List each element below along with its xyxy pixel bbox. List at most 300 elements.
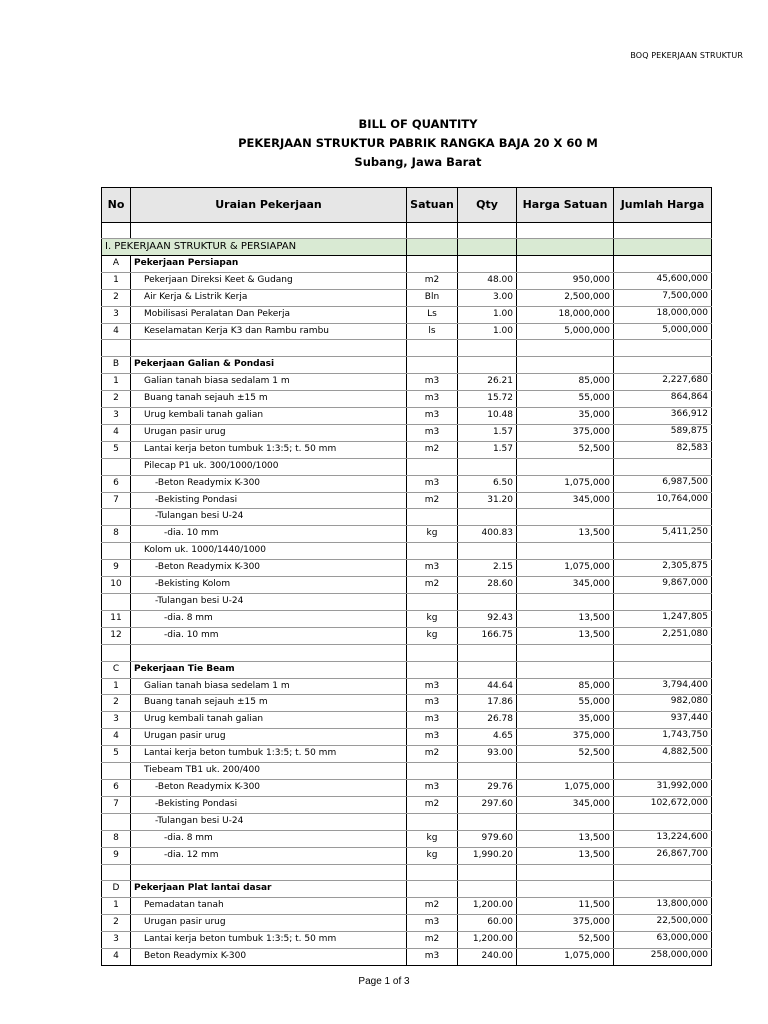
item-qty: 15.72 (458, 391, 517, 408)
blank-cell (614, 255, 712, 272)
item-unit-price: 35,000 (517, 408, 614, 425)
table-row (102, 526, 712, 543)
item-unit-price: 1,075,000 (517, 949, 614, 966)
item-no: 1 (102, 678, 131, 695)
item-unit-price: 35,000 (517, 712, 614, 729)
item-no: 8 (102, 526, 131, 543)
item-total-price: 18,000,000 (614, 306, 712, 323)
item-description: Buang tanah sejauh ±15 m (131, 391, 407, 408)
item-description: -Beton Readymix K-300 (131, 779, 407, 796)
item-total-price: 5,000,000 (614, 323, 712, 340)
blank-cell (517, 255, 614, 272)
table-row (102, 272, 712, 289)
group-header-row (102, 255, 712, 272)
item-total-price: 589,875 (614, 424, 712, 441)
item-unit-price: 18,000,000 (517, 306, 614, 323)
item-description: Mobilisasi Peralatan Dan Pekerja (131, 306, 407, 323)
item-qty: 2.15 (458, 560, 517, 577)
document-title: BILL OF QUANTITY (358, 117, 478, 131)
item-total-price: 3,794,400 (614, 678, 712, 695)
item-description: -dia. 10 mm (131, 526, 407, 543)
item-total-price: 82,583 (614, 441, 712, 458)
item-description: -Bekisting Pondasi (131, 796, 407, 813)
item-qty: 26.21 (458, 374, 517, 391)
item-total-price: 10,764,000 (614, 492, 712, 509)
item-unit-price: 345,000 (517, 577, 614, 594)
table-row (102, 729, 712, 746)
table-row (102, 678, 712, 695)
item-total-price: 31,992,000 (614, 779, 712, 796)
item-no: 7 (102, 492, 131, 509)
item-unit-price: 52,500 (517, 441, 614, 458)
item-qty: 1.57 (458, 424, 517, 441)
item-description: -Bekisting Pondasi (131, 492, 407, 509)
item-total-price (614, 594, 712, 611)
item-unit: m2 (407, 932, 458, 949)
item-qty: 400.83 (458, 526, 517, 543)
item-no: 4 (102, 729, 131, 746)
item-no: 2 (102, 915, 131, 932)
item-qty: 93.00 (458, 746, 517, 763)
item-total-price: 9,867,000 (614, 577, 712, 594)
table-row (102, 830, 712, 847)
item-description: Urugan pasir urug (131, 424, 407, 441)
blank-row (102, 340, 712, 357)
item-total-price: 4,882,500 (614, 746, 712, 763)
item-description: Lantai kerja beton tumbuk 1:3:5; t. 50 mm (131, 746, 407, 763)
item-total-price (614, 509, 712, 526)
item-unit: m3 (407, 779, 458, 796)
item-no: 5 (102, 746, 131, 763)
item-total-price: 102,672,000 (614, 796, 712, 813)
blank-cell (458, 255, 517, 272)
table-row (102, 543, 712, 560)
item-unit-price: 5,000,000 (517, 323, 614, 340)
table-row (102, 509, 712, 526)
item-unit-price: 85,000 (517, 678, 614, 695)
blank-cell (102, 340, 131, 357)
item-qty: 166.75 (458, 627, 517, 644)
document-title-block (0, 115, 768, 172)
item-no: 12 (102, 627, 131, 644)
item-description: -Tulangan besi U-24 (131, 509, 407, 526)
item-qty: 3.00 (458, 289, 517, 306)
item-no (102, 509, 131, 526)
item-description: Urugan pasir urug (131, 915, 407, 932)
blank-cell (407, 864, 458, 881)
item-no: 9 (102, 847, 131, 864)
group-code: B (102, 357, 131, 374)
item-unit-price: 1,075,000 (517, 779, 614, 796)
item-qty: 1,200.00 (458, 898, 517, 915)
item-description: -Bekisting Kolom (131, 577, 407, 594)
item-unit: m3 (407, 729, 458, 746)
column-header-no: No (102, 188, 131, 223)
item-unit: m3 (407, 408, 458, 425)
item-qty: 31.20 (458, 492, 517, 509)
item-description: -Tulangan besi U-24 (131, 594, 407, 611)
item-unit-price (517, 543, 614, 560)
blank-cell (517, 661, 614, 678)
item-qty: 17.86 (458, 695, 517, 712)
table-body (102, 223, 712, 966)
item-total-price: 13,800,000 (614, 898, 712, 915)
item-unit-price: 13,500 (517, 627, 614, 644)
column-header-qty: Qty (458, 188, 517, 223)
item-total-price: 7,500,000 (614, 289, 712, 306)
table-row (102, 441, 712, 458)
item-total-price (614, 763, 712, 780)
group-title: Pekerjaan Persiapan (131, 255, 407, 272)
item-total-price: 864,864 (614, 391, 712, 408)
blank-cell (614, 661, 712, 678)
item-unit-price: 52,500 (517, 746, 614, 763)
column-header-harga-satuan: Harga Satuan (517, 188, 614, 223)
item-qty (458, 458, 517, 475)
item-unit: m3 (407, 424, 458, 441)
blank-cell (407, 340, 458, 357)
item-description: -Tulangan besi U-24 (131, 813, 407, 830)
item-description: Lantai kerja beton tumbuk 1:3:5; t. 50 mm (131, 932, 407, 949)
item-unit: Ls (407, 306, 458, 323)
item-no: 2 (102, 695, 131, 712)
item-qty: 6.50 (458, 475, 517, 492)
blank-cell (517, 881, 614, 898)
item-unit (407, 458, 458, 475)
table-row (102, 610, 712, 627)
item-no: 2 (102, 289, 131, 306)
item-description: Galian tanah biasa sedalam 1 m (131, 374, 407, 391)
item-qty: 29.76 (458, 779, 517, 796)
blank-cell (131, 644, 407, 661)
table-row (102, 560, 712, 577)
item-unit-price (517, 458, 614, 475)
item-unit: m2 (407, 272, 458, 289)
item-unit-price: 13,500 (517, 847, 614, 864)
item-unit: m3 (407, 695, 458, 712)
blank-cell (458, 661, 517, 678)
item-unit-price: 375,000 (517, 729, 614, 746)
blank-cell (614, 357, 712, 374)
item-total-price: 45,600,000 (614, 272, 712, 289)
table-row (102, 779, 712, 796)
table-row (102, 391, 712, 408)
item-qty: 240.00 (458, 949, 517, 966)
item-unit-price (517, 594, 614, 611)
item-unit: m3 (407, 949, 458, 966)
item-no: 3 (102, 712, 131, 729)
item-unit-price: 13,500 (517, 526, 614, 543)
blank-cell (458, 340, 517, 357)
item-total-price: 2,227,680 (614, 374, 712, 391)
item-description: Pekerjaan Direksi Keet & Gudang (131, 272, 407, 289)
item-description: Urug kembali tanah galian (131, 712, 407, 729)
item-unit-price: 2,500,000 (517, 289, 614, 306)
item-total-price: 22,500,000 (614, 915, 712, 932)
group-title: Pekerjaan Galian & Pondasi (131, 357, 407, 374)
item-unit: kg (407, 830, 458, 847)
item-description: Keselamatan Kerja K3 dan Rambu rambu (131, 323, 407, 340)
item-qty (458, 543, 517, 560)
item-total-price: 13,224,600 (614, 830, 712, 847)
table-row (102, 424, 712, 441)
item-unit: m3 (407, 678, 458, 695)
item-unit: m2 (407, 796, 458, 813)
item-total-price: 982,080 (614, 695, 712, 712)
item-no: 1 (102, 374, 131, 391)
item-unit-price: 375,000 (517, 424, 614, 441)
item-qty (458, 509, 517, 526)
spacer-row (102, 223, 712, 239)
item-qty: 92.43 (458, 610, 517, 627)
item-unit-price: 1,075,000 (517, 560, 614, 577)
table-row (102, 475, 712, 492)
table-row (102, 323, 712, 340)
column-header-uraian: Uraian Pekerjaan (131, 188, 407, 223)
item-unit-price: 1,075,000 (517, 475, 614, 492)
table-row (102, 627, 712, 644)
group-header-row (102, 881, 712, 898)
table-row (102, 915, 712, 932)
item-unit: kg (407, 610, 458, 627)
item-total-price: 366,912 (614, 408, 712, 425)
item-unit-price: 950,000 (517, 272, 614, 289)
table-row (102, 712, 712, 729)
item-unit: m2 (407, 441, 458, 458)
item-qty (458, 813, 517, 830)
blank-cell (131, 340, 407, 357)
blank-cell (458, 881, 517, 898)
item-unit: kg (407, 627, 458, 644)
item-unit-price (517, 763, 614, 780)
item-qty: 60.00 (458, 915, 517, 932)
document-subtitle: PEKERJAAN STRUKTUR PABRIK RANGKA BAJA 20 X 60 M (238, 136, 598, 150)
table-row (102, 458, 712, 475)
table-header-row (102, 188, 712, 223)
item-total-price: 1,247,805 (614, 610, 712, 627)
group-code: A (102, 255, 131, 272)
table-row (102, 577, 712, 594)
section-title: I. PEKERJAAN STRUKTUR & PERSIAPAN (102, 239, 407, 256)
item-unit-price: 55,000 (517, 391, 614, 408)
item-total-price: 2,305,875 (614, 560, 712, 577)
item-total-price: 26,867,700 (614, 847, 712, 864)
table-row (102, 932, 712, 949)
blank-cell (614, 864, 712, 881)
item-unit: m2 (407, 746, 458, 763)
item-unit: m3 (407, 712, 458, 729)
item-no: 8 (102, 830, 131, 847)
item-unit-price: 13,500 (517, 610, 614, 627)
item-total-price: 5,411,250 (614, 526, 712, 543)
blank-cell (407, 661, 458, 678)
item-unit-price: 11,500 (517, 898, 614, 915)
item-no: 4 (102, 424, 131, 441)
item-description: Lantai kerja beton tumbuk 1:3:5; t. 50 mm (131, 441, 407, 458)
blank-cell (102, 644, 131, 661)
item-no: 5 (102, 441, 131, 458)
section-row (102, 239, 712, 256)
group-code: D (102, 881, 131, 898)
blank-cell (458, 357, 517, 374)
item-no: 1 (102, 898, 131, 915)
item-total-price: 1,743,750 (614, 729, 712, 746)
item-unit: m2 (407, 898, 458, 915)
column-header-satuan: Satuan (407, 188, 458, 223)
item-total-price (614, 813, 712, 830)
item-description: Pemadatan tanah (131, 898, 407, 915)
blank-cell (407, 357, 458, 374)
item-total-price: 937,440 (614, 712, 712, 729)
item-qty: 297.60 (458, 796, 517, 813)
item-unit: m2 (407, 492, 458, 509)
item-qty: 1,990.20 (458, 847, 517, 864)
item-unit: ls (407, 323, 458, 340)
item-unit (407, 763, 458, 780)
item-description: Air Kerja & Listrik Kerja (131, 289, 407, 306)
item-qty: 1.00 (458, 306, 517, 323)
blank-row (102, 644, 712, 661)
blank-cell (458, 864, 517, 881)
table-row (102, 763, 712, 780)
item-no: 6 (102, 779, 131, 796)
item-qty: 26.78 (458, 712, 517, 729)
item-qty: 1,200.00 (458, 932, 517, 949)
item-no (102, 458, 131, 475)
table-row (102, 492, 712, 509)
item-qty: 1.57 (458, 441, 517, 458)
item-no: 3 (102, 932, 131, 949)
item-unit-price: 13,500 (517, 830, 614, 847)
blank-cell (614, 644, 712, 661)
item-qty (458, 763, 517, 780)
group-header-row (102, 357, 712, 374)
item-unit (407, 509, 458, 526)
group-header-row (102, 661, 712, 678)
group-title: Pekerjaan Plat lantai dasar (131, 881, 407, 898)
blank-cell (407, 644, 458, 661)
item-description: Urug kembali tanah galian (131, 408, 407, 425)
item-qty: 48.00 (458, 272, 517, 289)
blank-cell (517, 340, 614, 357)
item-unit-price: 345,000 (517, 492, 614, 509)
item-unit: m3 (407, 391, 458, 408)
item-description: -dia. 10 mm (131, 627, 407, 644)
document-location: Subang, Jawa Barat (354, 155, 482, 169)
item-total-price (614, 543, 712, 560)
table-row (102, 746, 712, 763)
item-unit: m2 (407, 577, 458, 594)
item-description: Galian tanah biasa sedelam 1 m (131, 678, 407, 695)
item-qty: 979.60 (458, 830, 517, 847)
item-qty: 28.60 (458, 577, 517, 594)
table-row (102, 796, 712, 813)
item-total-price: 258,000,000 (614, 949, 712, 966)
item-no: 7 (102, 796, 131, 813)
blank-cell (517, 644, 614, 661)
item-description: -dia. 12 mm (131, 847, 407, 864)
table-row (102, 813, 712, 830)
item-no: 3 (102, 408, 131, 425)
item-description: Tiebeam TB1 uk. 200/400 (131, 763, 407, 780)
item-description: -Beton Readymix K-300 (131, 475, 407, 492)
item-no (102, 763, 131, 780)
item-qty (458, 594, 517, 611)
boq-table (101, 187, 712, 966)
item-description: Pilecap P1 uk. 300/1000/1000 (131, 458, 407, 475)
item-no (102, 594, 131, 611)
column-header-jumlah-harga: Jumlah Harga (614, 188, 712, 223)
item-no: 9 (102, 560, 131, 577)
blank-cell (614, 340, 712, 357)
item-no (102, 813, 131, 830)
item-description: Buang tanah sejauh ±15 m (131, 695, 407, 712)
item-description: Kolom uk. 1000/1440/1000 (131, 543, 407, 560)
item-no: 11 (102, 610, 131, 627)
item-description: -Beton Readymix K-300 (131, 560, 407, 577)
item-description: Urugan pasir urug (131, 729, 407, 746)
item-total-price: 6,987,500 (614, 475, 712, 492)
item-qty: 44.64 (458, 678, 517, 695)
table-row (102, 695, 712, 712)
table-row (102, 594, 712, 611)
table-row (102, 289, 712, 306)
item-unit-price: 52,500 (517, 932, 614, 949)
blank-cell (407, 255, 458, 272)
item-total-price (614, 458, 712, 475)
table-row (102, 949, 712, 966)
item-no (102, 543, 131, 560)
item-qty: 10.48 (458, 408, 517, 425)
item-unit-price: 55,000 (517, 695, 614, 712)
item-description: Beton Readymix K-300 (131, 949, 407, 966)
item-unit-price: 345,000 (517, 796, 614, 813)
table-row (102, 306, 712, 323)
item-no: 1 (102, 272, 131, 289)
blank-cell (407, 881, 458, 898)
item-unit (407, 594, 458, 611)
item-no: 4 (102, 323, 131, 340)
blank-cell (458, 644, 517, 661)
blank-cell (131, 864, 407, 881)
group-code: C (102, 661, 131, 678)
item-unit: kg (407, 526, 458, 543)
item-no: 2 (102, 391, 131, 408)
item-total-price: 63,000,000 (614, 932, 712, 949)
item-description: -dia. 8 mm (131, 830, 407, 847)
item-unit: m3 (407, 374, 458, 391)
table-row (102, 408, 712, 425)
blank-cell (517, 864, 614, 881)
page-footer: Page 1 of 3 (358, 976, 410, 987)
item-unit-price (517, 509, 614, 526)
item-qty: 1.00 (458, 323, 517, 340)
blank-cell (614, 881, 712, 898)
item-unit: m3 (407, 560, 458, 577)
item-description: -dia. 8 mm (131, 610, 407, 627)
item-unit: m3 (407, 475, 458, 492)
blank-row (102, 864, 712, 881)
item-unit (407, 543, 458, 560)
item-unit: kg (407, 847, 458, 864)
item-no: 10 (102, 577, 131, 594)
item-no: 4 (102, 949, 131, 966)
table-row (102, 898, 712, 915)
item-unit-price: 85,000 (517, 374, 614, 391)
blank-cell (517, 357, 614, 374)
table-row (102, 374, 712, 391)
item-unit-price: 375,000 (517, 915, 614, 932)
